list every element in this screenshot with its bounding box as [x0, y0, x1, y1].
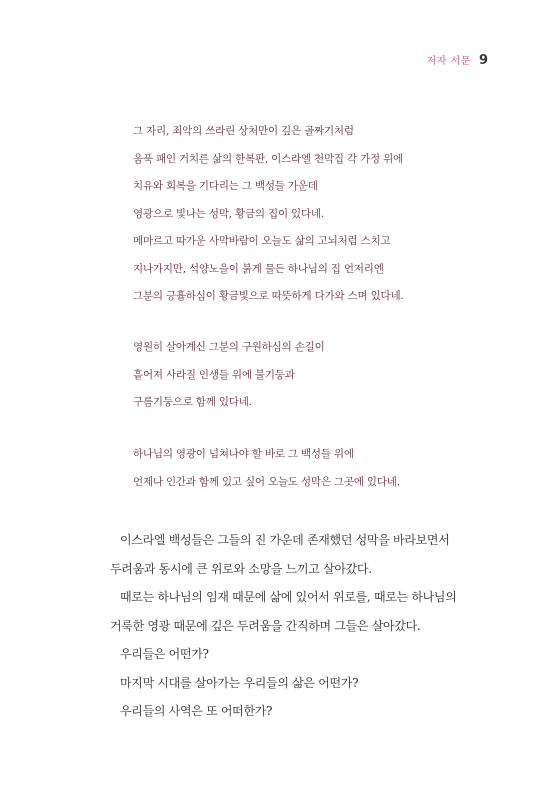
poem-line: 그 자리, 죄악의 쓰라린 상처만이 깊은 골짜기처럼	[133, 125, 354, 137]
chapter-title: 저자 서문	[426, 56, 471, 67]
poem-line: 지나가지만, 석양노을이 붉게 물든 하나님의 집 언저리엔	[133, 262, 384, 275]
poem-stanza-2	[133, 334, 325, 417]
poem-stanza-1	[133, 118, 404, 311]
prose-line: 때로는 하나님의 임재 때문에 삶에 있어서 위로를, 때로는 하나님의	[120, 590, 457, 604]
prose-line: 거룩한 영광 때문에 깊은 두려움을 간직하며 그들은 살아갔다.	[110, 618, 421, 633]
poem-line: 그분의 긍휼하심이 황금빛으로 따뜻하게 다가와 스며 있다네.	[133, 290, 404, 302]
poem-line: 언제나 인간과 함께 있고 싶어 오늘도 성막은 그곳에 있다네.	[133, 475, 400, 488]
poem-line: 영원히 살아계신 그분의 구원하심의 손길이	[133, 341, 325, 353]
poem-line: 흩어져 사라질 인생들 위에 불기둥과	[133, 368, 295, 381]
page-number: 9	[478, 53, 488, 68]
poem-line: 구름기둥으로 함께 있다네.	[133, 396, 252, 408]
poem-line: 하나님의 영광이 넘쳐나야 할 바로 그 백성들 위에	[133, 448, 354, 460]
running-header	[427, 52, 488, 68]
prose-body	[110, 526, 490, 726]
prose-line: 두려움과 동시에 큰 위로와 소망을 느끼고 살아갔다.	[110, 561, 372, 576]
poem-line: 치유와 회복을 기다리는 그 백성들 가운데	[133, 180, 318, 192]
poem-line: 메마르고 따가운 사막바람이 오늘도 삶의 고뇌처럼 스치고	[133, 235, 391, 247]
poem-line: 움푹 패인 거치른 삶의 한복판, 이스라엘 천막집 각 가정 위에	[133, 152, 404, 165]
prose-line: 우리들의 사역은 또 어떠한가?	[120, 704, 273, 718]
prose-line: 우리들은 어떤가?	[120, 647, 209, 661]
prose-line: 마지막 시대를 살아가는 우리들의 삶은 어떤가?	[120, 675, 359, 690]
poem-line: 영광으로 빛나는 성막, 황금의 집이 있다네.	[133, 207, 324, 220]
poem-stanza-3	[133, 441, 400, 496]
prose-line: 이스라엘 백성들은 그들의 진 가운데 존재했던 성막을 바라보면서	[120, 533, 450, 547]
